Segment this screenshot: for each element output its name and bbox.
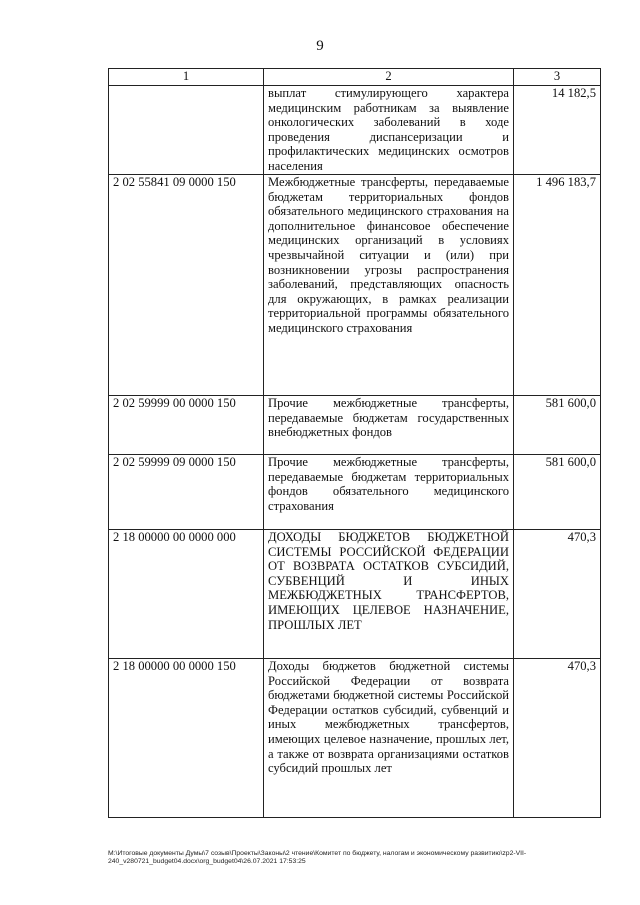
row-description: ДОХОДЫ БЮДЖЕТОВ БЮДЖЕТНОЙ СИСТЕМЫ РОССИЙСКОЙ ФЕДЕРАЦИИ ОТ ВОЗВРАТА ОСТАТКОВ СУБСИДИЙ, СУБВЕНЦИЙ И ИНЫХ МЕЖБЮДЖЕТНЫХ ТРАНСФЕРТОВ, ИМЕЮЩИХ ЦЕЛЕВОЕ НАЗНАЧЕНИЕ, ПРОШЛЫХ ЛЕТ [264,530,514,659]
page-number: 9 [316,38,324,54]
row-amount: 581 600,0 [514,396,601,455]
table-row [109,455,601,530]
row-code: 2 18 00000 00 0000 000 [109,530,264,659]
row-amount: 470,3 [514,530,601,659]
row-description: Доходы бюджетов бюджетной системы Российской Федерации от возврата бюджетами бюджетной системы Российской Федерации остатков субсидий, субвенций и иных межбюджетных трансфертов, имеющих целевое назначение, прошлых лет, а также от возврата организациями остатков субсидий прошлых лет [264,659,514,818]
table-row [109,396,601,455]
row-code: 2 18 00000 00 0000 150 [109,659,264,818]
row-description: Межбюджетные трансферты, передаваемые бюджетам территориальных фондов обязательного медицинского страхования на дополнительное финансовое обеспечение медицинских организаций в условиях чрезвычайной ситуации и (или) при возникновении угрозы распространения заболеваний, представляющих опасность для окружающих, в рамках реализации территориальной программы обязательного медицинского страхования [264,175,514,396]
row-code [109,86,264,175]
row-code: 2 02 59999 09 0000 150 [109,455,264,530]
budget-table [108,68,601,818]
row-description: Прочие межбюджетные трансферты, передаваемые бюджетам государственных внебюджетных фондов [264,396,514,455]
row-amount: 1 496 183,7 [514,175,601,396]
row-code: 2 02 55841 09 0000 150 [109,175,264,396]
column-header-description: 2 [264,69,514,86]
row-amount: 14 182,5 [514,86,601,175]
table-row [109,659,601,818]
table-row [109,530,601,659]
table-row [109,86,601,175]
table-header-row [109,69,601,86]
row-description: Прочие межбюджетные трансферты, передаваемые бюджетам территориальных фондов обязательного медицинского страхования [264,455,514,530]
row-amount: 581 600,0 [514,455,601,530]
row-code: 2 02 59999 00 0000 150 [109,396,264,455]
row-amount: 470,3 [514,659,601,818]
document-path-footer: M:\Итоговые документы Думы\7 созыв\Проекты\Законы\2 чтение\Комитет по бюджету, налогам и экономическому развитию\zp2-VII-240_v280721_budget04.docx\org_budget04\26.07.2021 17:53:25 [108,850,527,865]
column-header-code: 1 [109,69,264,86]
column-header-amount: 3 [514,69,601,86]
table-row [109,175,601,396]
row-description: выплат стимулирующего характера медицинским работникам за выявление онкологических заболеваний в ходе проведения диспансеризации и профилактических медицинских осмотров населения [264,86,514,175]
